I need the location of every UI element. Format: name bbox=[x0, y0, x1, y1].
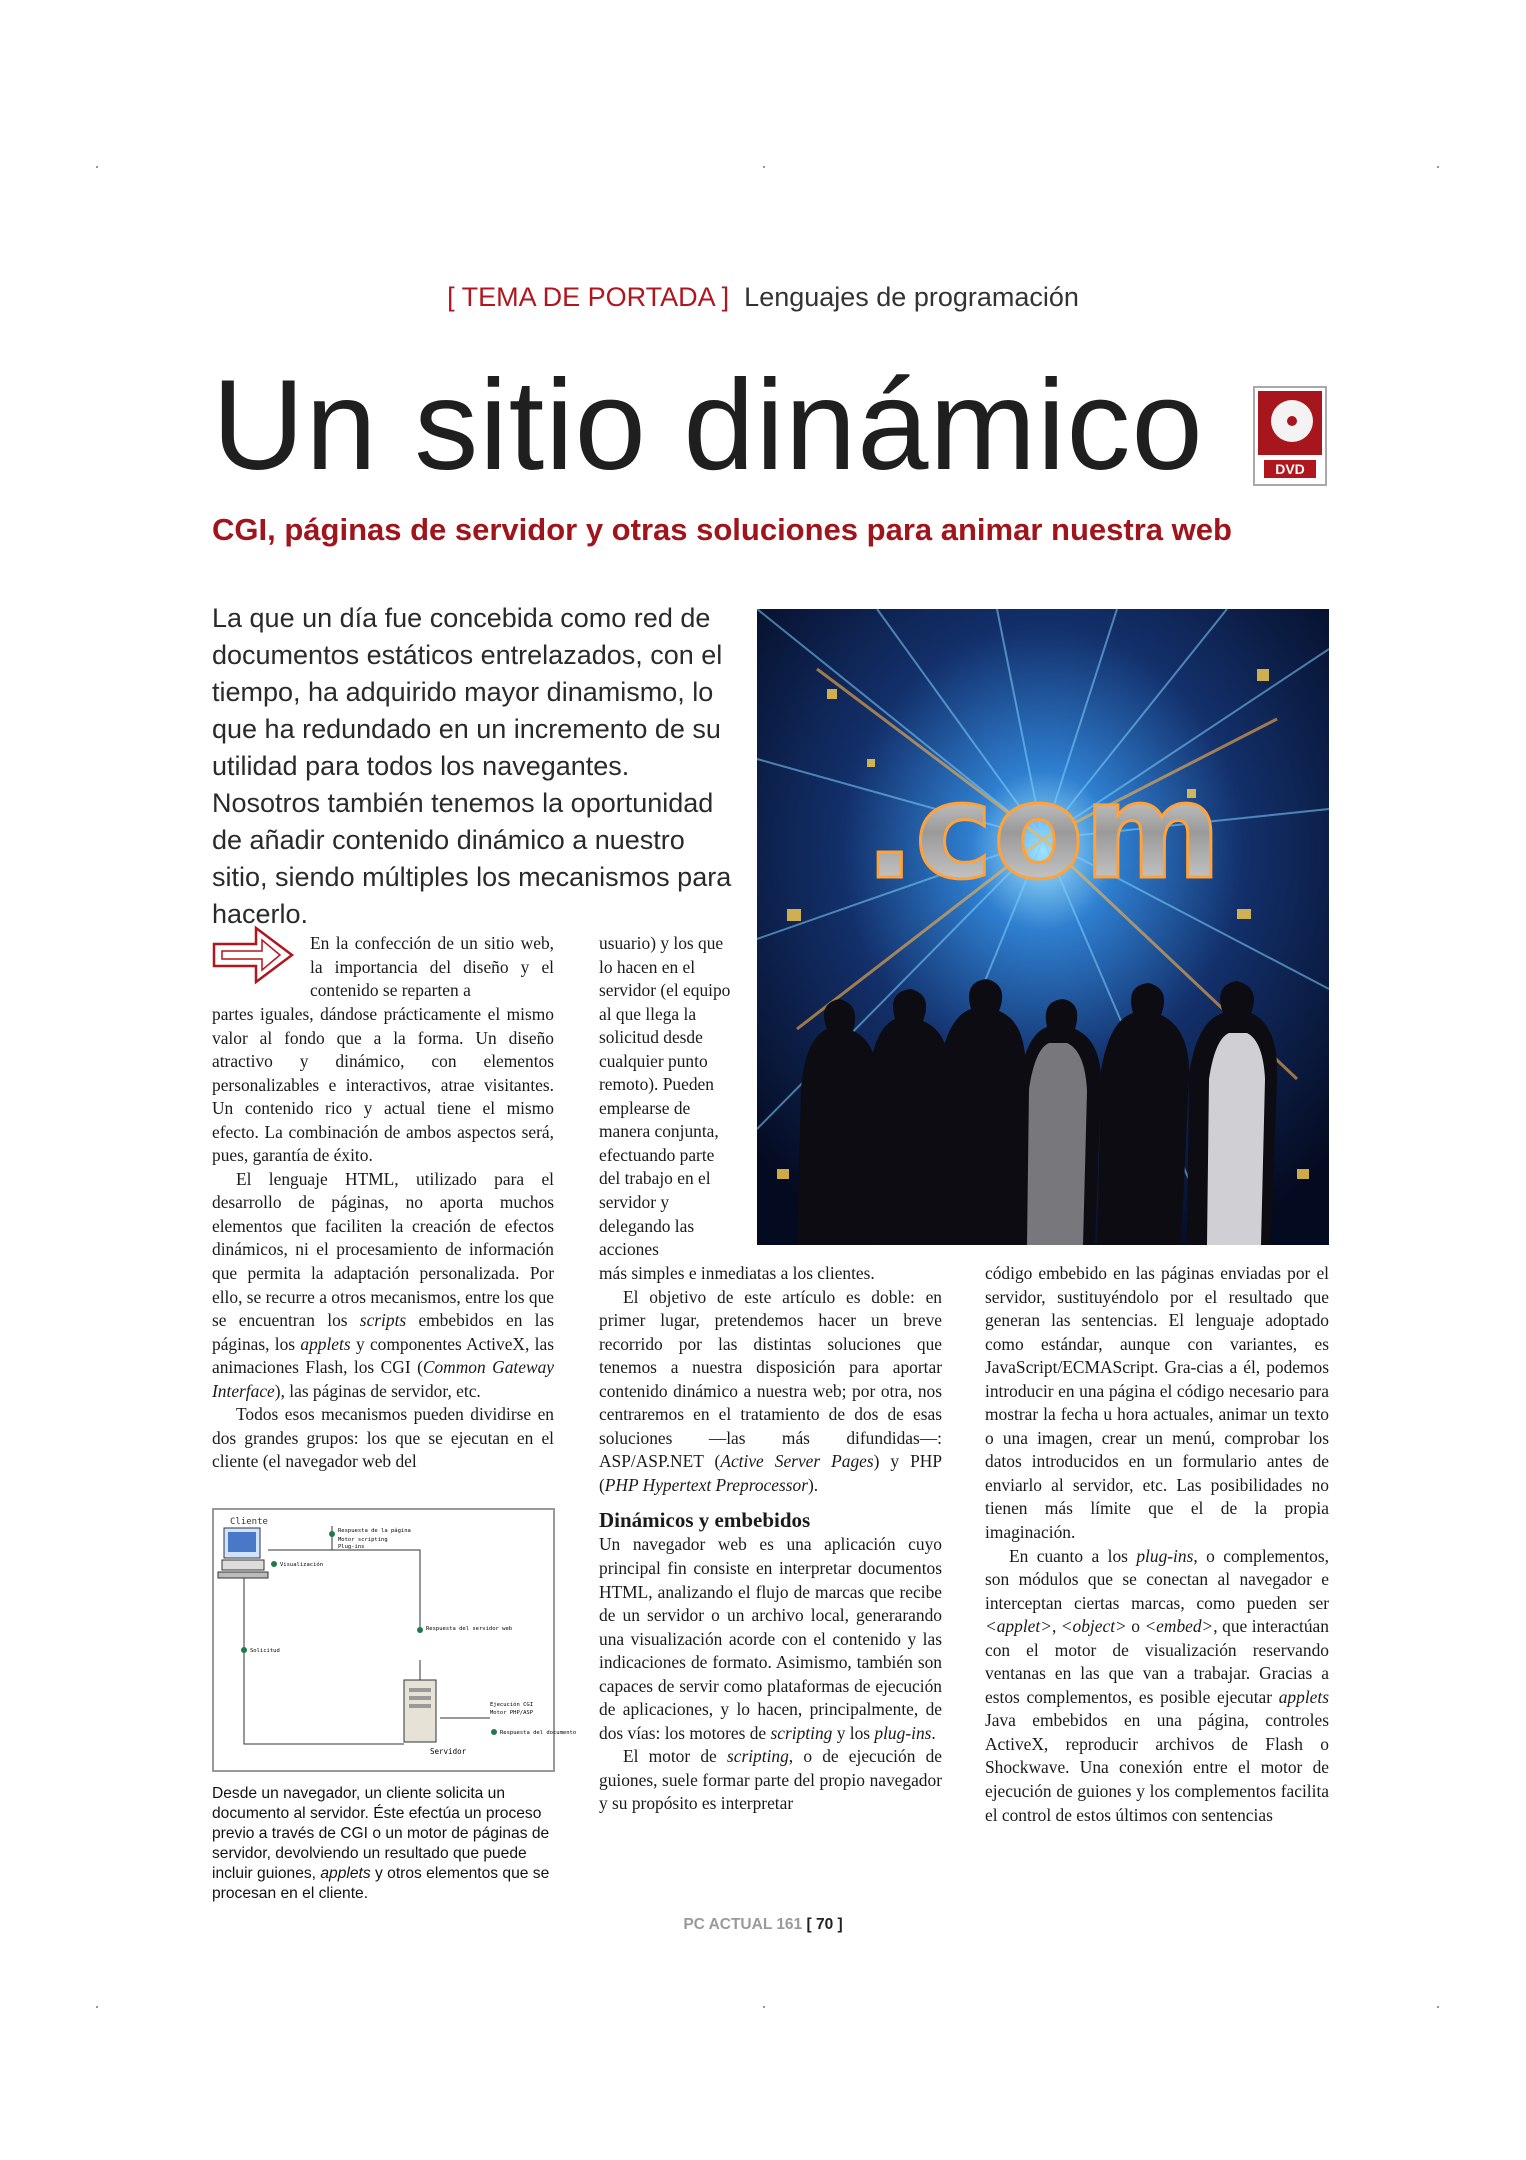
diagram-label: Solicitud bbox=[250, 1648, 280, 1654]
diagram-label: Respuesta del servidor web bbox=[426, 1626, 513, 1632]
body-paragraph: En cuanto a los plug-ins, o complementos, son módulos que se conectan al navegador e interceptan ciertas marcas, como pueden ser <applet>, <object> o <embed>, que interactúan con el motor de visualización reservando ventanas en las que van a trabajar. Gracias a estos complementos, es posible ejecutar applets Java embebidos en una página, controles ActiveX, reproducir archivos de Flash o Shockwave. Una conexión entre el motor de ejecución de guiones y los complementos facilita el control de estos últimos con sentencias bbox=[985, 1545, 1329, 1825]
body-paragraph: Un navegador web es una aplicación cuyo principal fin consiste en interpretar documentos HTML, analizando el flujo de marcas que recibe de un servidor o un archivo local, generarando una visualización acorde con el contenido y las indicaciones de formato. Asimismo, también son capaces de servir como plataformas de ejecución de aplicaciones, y lo hacen, principalmente, de dos vías: los motores de scripting y los plug-ins. bbox=[599, 1534, 942, 1743]
diagram-label: Ejecución CGI bbox=[490, 1702, 534, 1708]
crop-mark bbox=[1437, 166, 1439, 168]
crop-mark bbox=[763, 2006, 765, 2008]
body-paragraph: usuario) y los que lo hacen en el servidor (el equipo al que llega la solicitud desde cualquier punto remoto). Pueden emplearse de manera conjunta, efectuando parte del trabajo en el servidor y delegando las acciones bbox=[599, 933, 731, 1260]
cover-photo bbox=[757, 609, 1329, 1245]
photo-com-text: .com bbox=[864, 755, 1222, 909]
article-title: Un sitio dinámico bbox=[212, 354, 1204, 497]
body-column-2-top bbox=[599, 932, 736, 1262]
body-paragraph: partes iguales, dándose prácticamente el mismo valor al fondo que a la forma. Un diseño atractivo y dinámico, con elementos personalizables e interactivos, atrae visitantes. Un contenido rico y actual tiene el mismo efecto. La combinación de ambos aspectos será, pues, garantía de éxito. bbox=[212, 1004, 554, 1166]
body-intro bbox=[310, 932, 554, 1003]
section-heading: Dinámicos y embebidos bbox=[599, 1508, 811, 1533]
arrow-right-icon bbox=[212, 924, 296, 990]
magazine-issue: PC ACTUAL 161 bbox=[683, 1916, 803, 1933]
server-icon bbox=[404, 1680, 436, 1742]
computer-icon bbox=[218, 1528, 268, 1578]
crop-mark bbox=[1437, 2006, 1439, 2008]
diagram-caption: Desde un navegador, un cliente solicita un documento al servidor. Éste efectúa un proceso previo a través de CGI o un motor de páginas de servidor, devolviendo un resultado que puede incluir guiones, applets y otros elementos que se procesan en el cliente. bbox=[212, 1785, 550, 1902]
section-label: [ TEMA DE PORTADA ] bbox=[447, 282, 730, 312]
dvd-badge bbox=[1253, 386, 1327, 486]
body-paragraph: Todos esos mecanismos pueden dividirse en dos grandes grupos: los que se ejecutan en el cliente (el navegador web del bbox=[212, 1404, 554, 1472]
body-paragraph: más simples e inmediatas a los clientes. bbox=[599, 1263, 875, 1283]
article-subtitle: CGI, páginas de servidor y otras soluciones para animar nuestra web bbox=[212, 512, 1232, 547]
client-server-diagram bbox=[212, 1508, 577, 1772]
diagram-label: Motor PHP/ASP bbox=[490, 1710, 534, 1716]
diagram-server-label: Servidor bbox=[430, 1747, 467, 1756]
topic-label: Lenguajes de programación bbox=[744, 282, 1079, 312]
crop-mark bbox=[763, 166, 765, 168]
section-header bbox=[0, 282, 1526, 313]
diagram-label: Visualización bbox=[280, 1562, 324, 1568]
body-paragraph: El lenguaje HTML, utilizado para el desarrollo de páginas, no aporta muchos elementos que faciliten la creación de efectos dinámicos, ni el procesamiento de información que permita la adaptación personalizada. Por ello, se recurre a otros mecanismos, entre los que se encuentran los scripts embebidos en las páginas, los applets y componentes ActiveX, las animaciones Flash, los CGI (Common Gateway Interface), las páginas de servidor, etc. bbox=[212, 1168, 554, 1401]
body-paragraph: El objetivo de este artículo es doble: en primer lugar, pretendemos hacer un breve recorrido por las distintas soluciones que tenemos a nuestra disposición para aportar contenido dinámico a nuestra web; por otra, nos centraremos en el tratamiento de dos de esas soluciones —las más difundidas—: ASP/ASP.NET (Active Server Pages) y PHP (PHP Hypertext Preprocessor). bbox=[599, 1286, 943, 1495]
lead-paragraph: La que un día fue concebida como red de documentos estáticos entrelazados, con el tiempo, ha adquirido mayor dinamismo, lo que ha redundado en un incremento de su utilidad para todos los navegantes. Nosotros también tenemos la oportunidad de añadir contenido dinámico a nuestro sitio, siendo múltiples los mecanismos para hacerlo. bbox=[212, 603, 732, 929]
dvd-icon bbox=[1258, 391, 1322, 455]
disc-icon bbox=[1271, 400, 1313, 442]
diagram-label: Motor scripting bbox=[338, 1537, 388, 1543]
body-paragraph: código embebido en las páginas enviadas por el servidor, sustituyéndolo por el resultado que generan las sentencias. El lenguaje adoptado como estándar, aunque con variantes, es JavaScript/ECMAScript. Gra-cias a él, podemos introducir en una página el código necesario para mostrar la fecha u hora actuales, animar un texto o una imagen, crear un menú, comprobar los datos introducidos en un formulario antes de enviarlo al servidor, etc. Las posibilidades no tienen más límite que el de la propia imaginación. bbox=[985, 1263, 1329, 1543]
body-column-1 bbox=[212, 1003, 554, 1474]
body-column-2 bbox=[599, 1262, 942, 1816]
page-footer bbox=[0, 1916, 1526, 1934]
crop-mark bbox=[96, 166, 98, 168]
crop-mark bbox=[96, 2006, 98, 2008]
dvd-label: DVD bbox=[1264, 460, 1316, 478]
body-paragraph: El motor de scripting, o de ejecución de guiones, suele formar parte del propio navegador y su propósito es interpretar bbox=[599, 1746, 942, 1814]
diagram-label: Respuesta de la página bbox=[338, 1528, 411, 1534]
body-column-3 bbox=[985, 1262, 1329, 1827]
diagram-label: Plug-ins bbox=[338, 1544, 365, 1550]
body-paragraph: En la confección de un sitio web, la importancia del diseño y el contenido se reparten a bbox=[310, 933, 554, 1001]
diagram-label: Respuesta del documento bbox=[500, 1730, 577, 1736]
diagram-client-label: Cliente bbox=[230, 1517, 268, 1527]
page-number: [ 70 ] bbox=[806, 1916, 843, 1933]
